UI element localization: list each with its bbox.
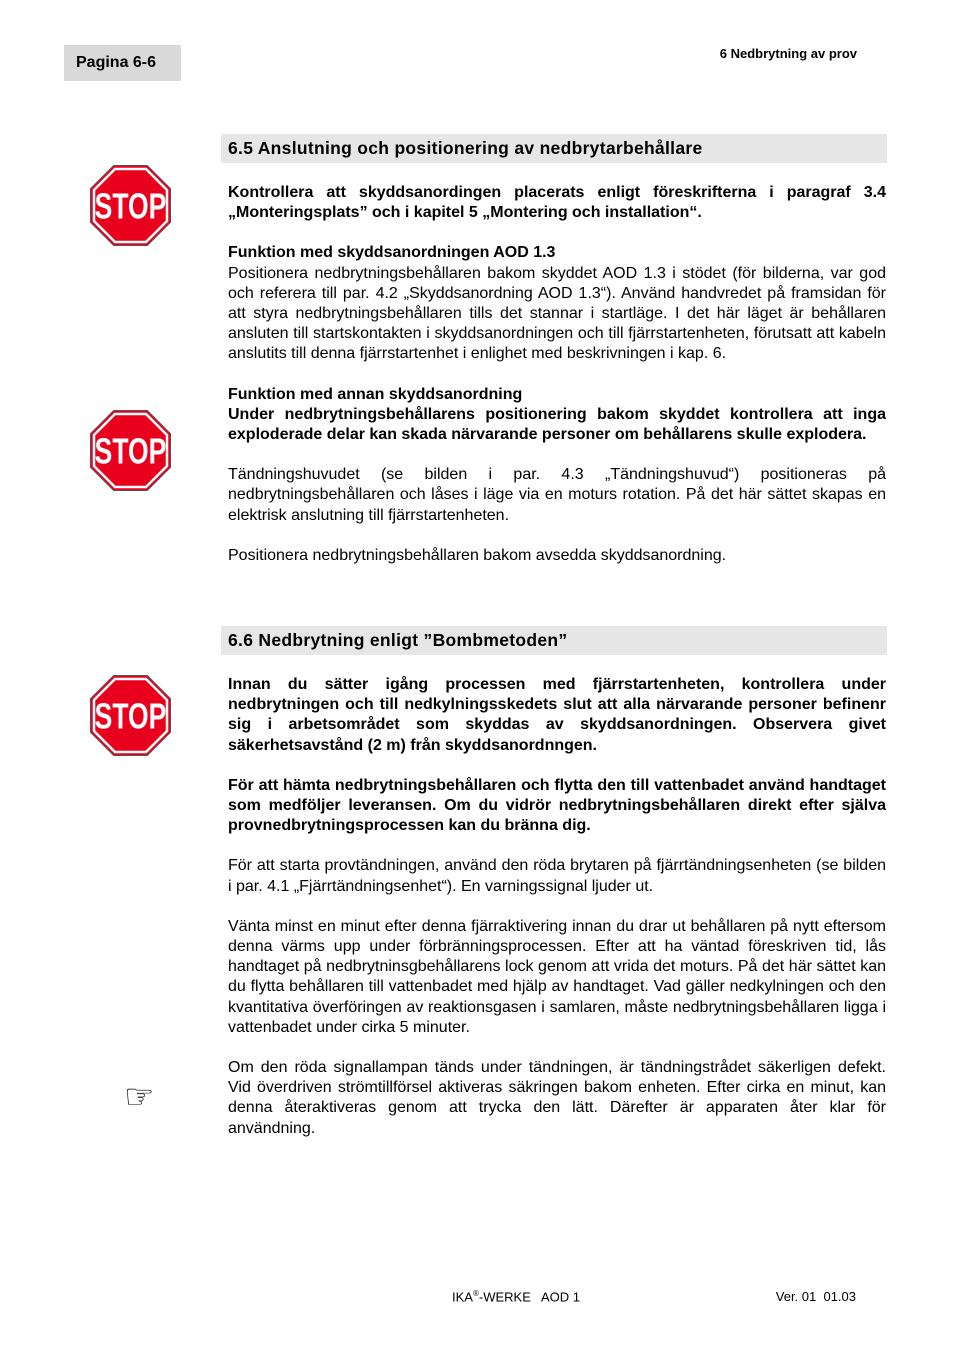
ignition-head-text: Tändningshuvudet (se bilden i par. 4.3 „Tändningshuvud“) positioneras på nedbrytningsbehållaren och låses i läge via en moturs rotation. På det här sättet skapas en elektrisk anslutning till fjärrstartenheten.	[228, 466, 886, 524]
section-6-5-body	[228, 183, 886, 566]
wait-text: Vänta minst en minut efter denna fjärraktivering innan du drar ut behållaren på nytt eftersom denna värms upp under förbränningsprocessen. Efter att ha väntad föreskriven tid, lås handtaget på nedbrytninsgbehållarens lock genom att vrida det moturs. På det här sättet kan du flytta behållaren till vattenbadet med hjälp av handtaget. Vad gäller nedkylningen och den kvantitativa överföringen av reaktionsgasen i samlaren, måste nedbrytningsbehållaren ligga i vattenbadet under cirka 5 minuter.	[228, 917, 886, 1036]
position-text: Positionera nedbrytningsbehållaren bakom avsedda skyddsanordning.	[228, 546, 727, 564]
stop-sign-icon	[90, 675, 171, 756]
section-heading-6-6: 6.6 Nedbrytning enligt ”Bombmetoden”	[221, 626, 887, 655]
placement-check-text: Kontrollera att skyddsanordingen placerats enligt föreskrifterna i paragraf 3.4 „Monteringsplats” och i kapitel 5 „Montering och installation“.	[228, 184, 886, 222]
pointing-hand-icon: ☞	[124, 1077, 155, 1117]
stop-sign-icon	[90, 410, 171, 491]
aod-heading: Funktion med skyddsanordningen AOD 1.3	[228, 244, 556, 262]
chapter-title: 6 Nedbrytning av prov	[719, 46, 857, 61]
other-protection-warning: Under nedbrytningsbehållarens positionering bakom skyddet kontrollera att inga exploderade delar kan skada närvarande personer om behållarens skulle explodera.	[228, 405, 886, 444]
other-protection-heading: Funktion med annan skyddsanordning	[228, 385, 523, 403]
section-heading-6-5: 6.5 Anslutning och positionering av nedbrytarbehållare	[221, 134, 887, 163]
section-6-6-body	[228, 675, 886, 1139]
note-text: Om den röda signallampan tänds under tändningen, är tändningstrådet säkerligen defekt. Vid överdriven strömtillförsel aktiveras säkringen bakom enheten. Efter cirka en minut, kan denna återaktiveras genom att trycka den lätt. Därefter är apparaten åter klar för användning.	[228, 1059, 886, 1137]
stop-sign-text: STOP	[94, 431, 167, 472]
page-label: Pagina 6-6	[64, 45, 181, 81]
stop-sign-text: STOP	[94, 186, 167, 227]
start-ignition-text: För att starta provtändningen, använd den röda brytaren på fjärrtändningsenheten (se bilden i par. 4.1 „Fjärrtändningsenhet“). En varningssignal ljuder ut.	[228, 857, 886, 895]
burn-warning: För att hämta nedbrytningsbehållaren och flytta den till vattenbadet använd handtaget som medföljer leveransen. Om du vidrör nedbrytningsbehållaren direkt efter själva provnedbrytningsprocessen kan du bränna dig.	[228, 776, 886, 835]
stop-sign-text: STOP	[94, 696, 167, 737]
footer-product: IKA®-WERKE AOD 1	[452, 1289, 581, 1305]
remote-start-warning: Innan du sätter igång processen med fjärrstartenheten, kontrollera under nedbrytningen och till nedkylningsskedets slut att alla närvarande personer befinenr sig i arbetsområdet som skyddas av skyddsanordningen. Observera givet säkerhetsavstånd (2 m) från skyddsanordnngen.	[228, 676, 886, 754]
stop-sign-icon	[90, 165, 171, 246]
footer-version: Ver. 01 01.03	[775, 1289, 856, 1304]
aod-text: Positionera nedbrytningsbehållaren bakom skyddet AOD 1.3 i stödet (för bilderna, var god och referera till par. 4.2 „Skyddsanordning AOD 1.3“). Använd handvredet på framsidan för att styra nedbrytningsbehållaren tills det stannar i startläge. I det här läget är behållaren ansluten till startskontakten i skyddsanordningen och till fjärrstartenheten, förutsatt att kabeln anslutits till denna fjärrstartenhet i enlighet med beskrivningen i kap. 6.	[228, 264, 886, 363]
